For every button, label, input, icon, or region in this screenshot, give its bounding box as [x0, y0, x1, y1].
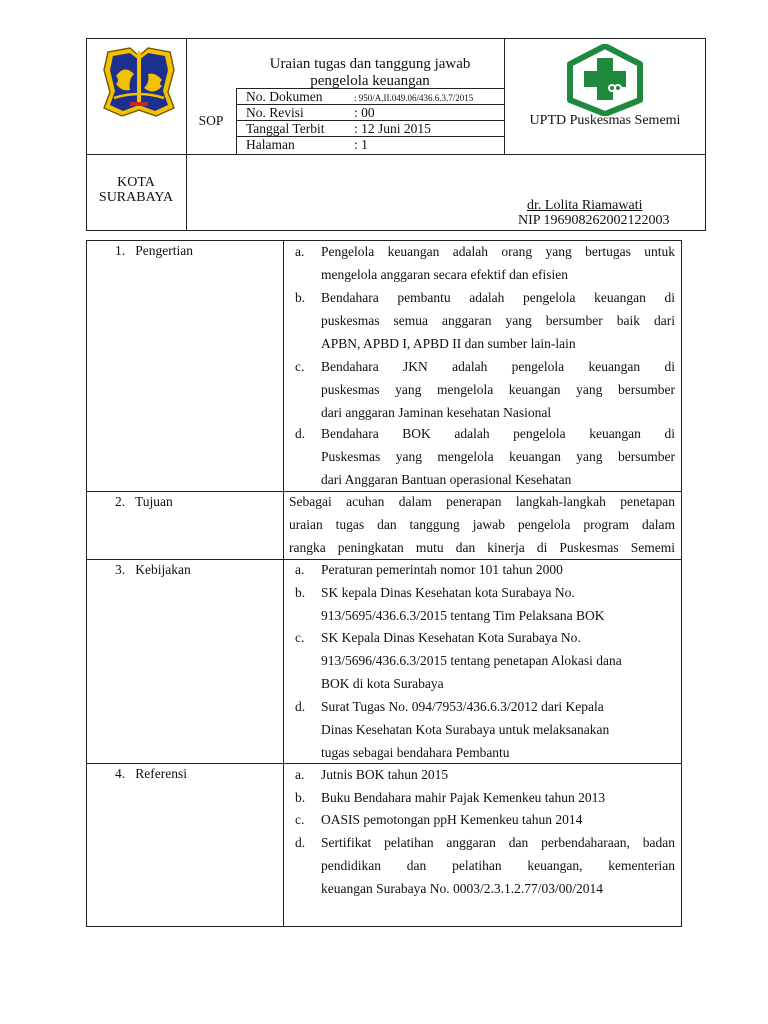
list-item: a. Pengelola keuangan adalah orang yang bertugas untuk mengelola anggaran secara efektif dan efisien — [295, 244, 675, 282]
list-item: b. SK kepala Dinas Kesehatan kota Surabaya No. 913/5695/436.6.3/2015 tentang Tim Pelaksana BOK — [295, 585, 605, 623]
list-item: a. Jutnis BOK tahun 2015 — [295, 767, 449, 782]
org-name: UPTD Puskesmas Sememi — [529, 113, 681, 128]
list-item: d. Surat Tugas No. 094/7953/436.6.3/2012 dari Kepala Dinas Kesehatan Kota Surabaya untuk melaksanakan tugas sebagai bendahara Pembantu — [295, 699, 610, 760]
meta-label-tanggal: Tanggal Terbit — [246, 121, 325, 136]
list-item: c. Bendahara JKN adalah pengelola keuangan di puskesmas yang mengelola keuangan yang bersumber dari anggaran Jaminan kesehatan Nasional — [295, 359, 675, 420]
section-title: Pengertian — [135, 243, 193, 258]
meta-label-dokumen: No. Dokumen — [246, 89, 323, 104]
list-item: c. SK Kepala Dinas Kesehatan Kota Surabaya No. 913/5696/436.6.3/2015 tentang penetapan Alokasi dana BOK di kota Surabaya — [295, 630, 622, 691]
city-line2: SURABAYA — [98, 190, 174, 205]
section-4-label — [115, 766, 187, 782]
signer-nip: NIP 196908262002122003 — [518, 213, 670, 228]
city-crest-logo — [100, 46, 178, 118]
list-item: a. Peraturan pemerintah nomor 101 tahun 2000 — [295, 562, 563, 577]
list-item: b. Bendahara pembantu adalah pengelola keuangan di puskesmas semua anggaran yang bersumber baik dari APBN, APBD I, APBD II dan sumber lain-lain — [295, 290, 675, 351]
meta-value-dokumen: : 950/A.II.049.06/436.6.3.7/2015 — [354, 93, 474, 103]
meta-value-halaman: : 1 — [354, 137, 368, 152]
section-title: Tujuan — [135, 494, 173, 509]
list-item: c. OASIS pemotongan ppH Kemenkeu tahun 2014 — [295, 812, 583, 827]
list-item: d. Sertifikat pelatihan anggaran dan perbendaharaan, badan pendidikan dan pelatihan keuangan, kementerian keuangan Surabaya No. 0003/2.3.1.2.77/03/00/2014 — [295, 835, 675, 896]
meta-value-tanggal: : 12 Juni 2015 — [354, 121, 431, 136]
section-2-label — [115, 494, 173, 510]
section-title: Kebijakan — [135, 562, 191, 577]
section-number: 1. — [115, 243, 126, 258]
section-1-label — [115, 243, 193, 259]
section-number: 2. — [115, 494, 126, 509]
meta-label-revisi: No. Revisi — [246, 105, 304, 120]
list-item: d. Bendahara BOK adalah pengelola keuangan di Puskesmas yang mengelola keuangan yang bersumber dari Anggaran Bantuan operasional Kesehatan — [295, 426, 675, 487]
signer-name: dr. Lolita Riamawati — [527, 198, 643, 213]
document-title-line1: Uraian tugas dan tanggung jawab — [269, 56, 471, 72]
city-line1: KOTA — [117, 175, 155, 190]
list-item: b. Buku Bendahara mahir Pajak Kemenkeu tahun 2013 — [295, 790, 606, 805]
sop-label: SOP — [198, 113, 224, 128]
puskesmas-logo — [566, 44, 644, 116]
section-number: 4. — [115, 766, 126, 781]
section-title: Referensi — [135, 766, 187, 781]
tujuan-paragraph: Sebagai acuhan dalam penerapan langkah-langkah penetapan uraian tugas dan tanggung jawab pengelola program dalam rangka peningkatan mutu dan kinerja di Puskesmas Sememi — [289, 494, 675, 555]
section-number: 3. — [115, 562, 126, 577]
section-3-label — [115, 562, 191, 578]
document-title-line2: pengelola keuangan — [310, 73, 430, 89]
meta-label-halaman: Halaman — [246, 137, 295, 152]
meta-value-revisi: : 00 — [354, 105, 375, 120]
